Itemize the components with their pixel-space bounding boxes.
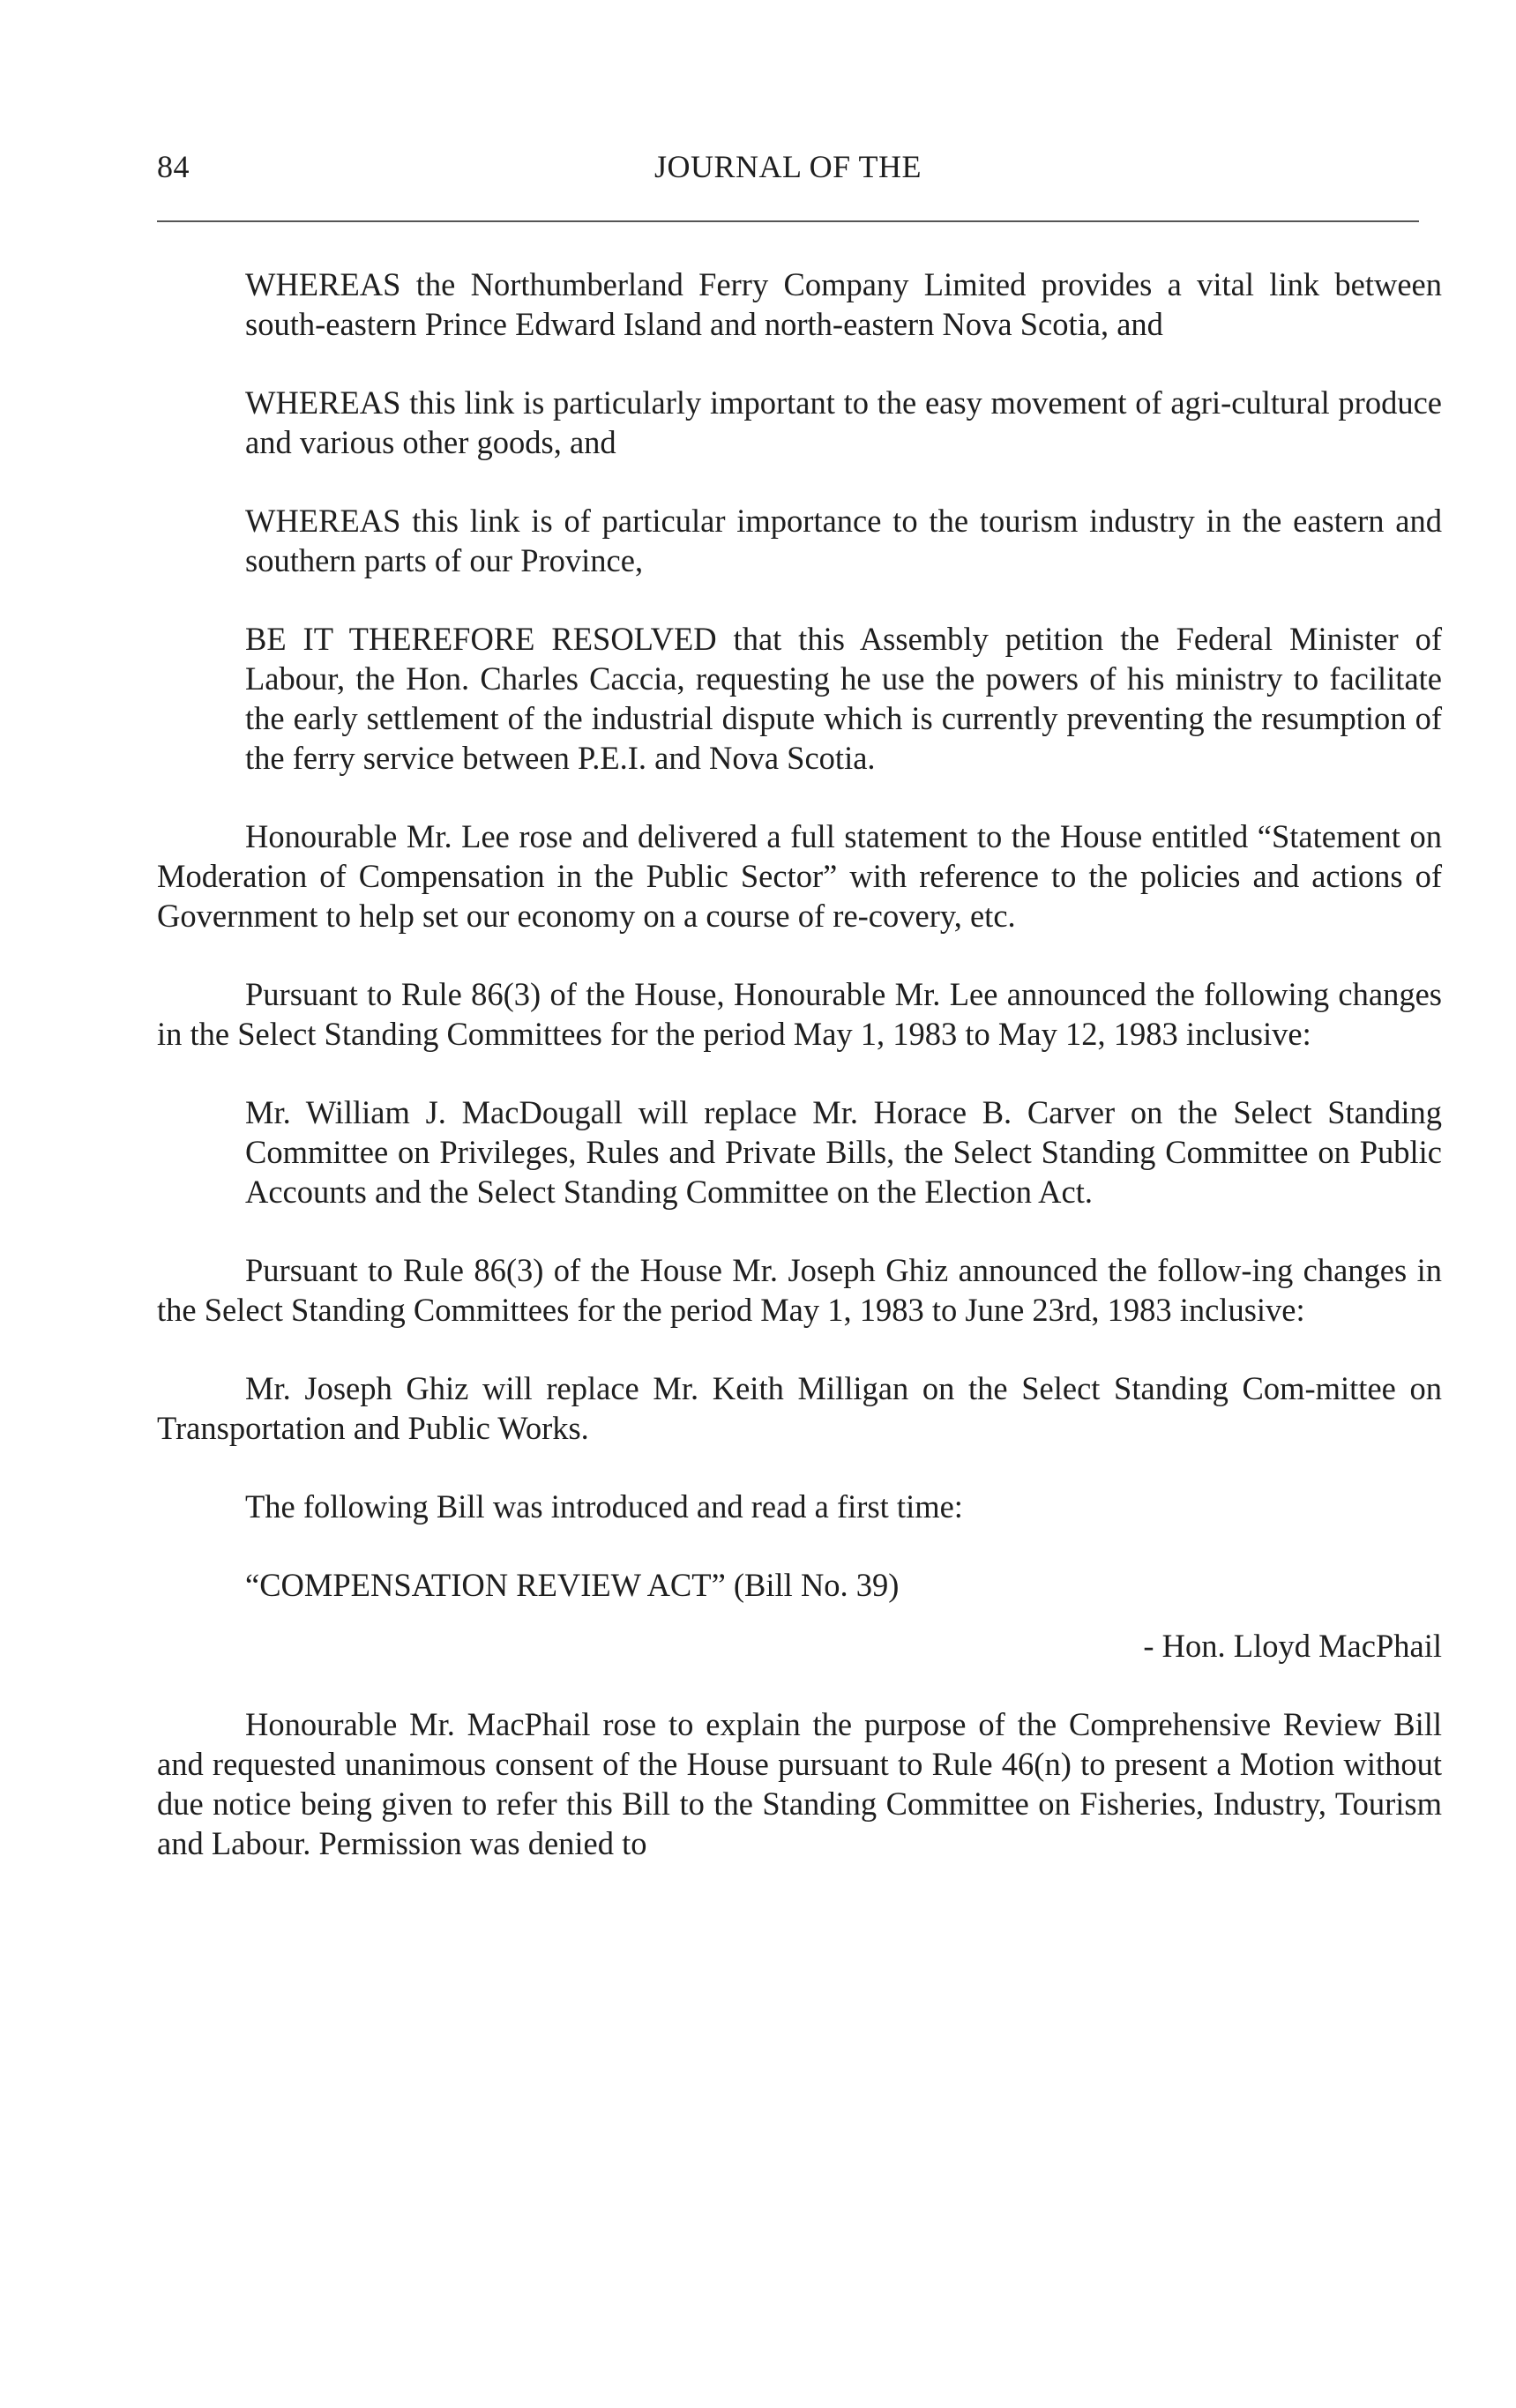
- page-header: [157, 148, 1419, 201]
- resolved-paragraph: BE IT THEREFORE RESOLVED that this Assembly petition the Federal Minister of Labour, the Hon. Charles Caccia, requesting he use the powers of his ministry to facilitate the early settlement of the industrial dispute which is currently preventing the resumption of the ferry service between P.E.I. and Nova Scotia.: [245, 621, 1442, 776]
- whereas-paragraph-3: WHEREAS this link is of particular importance to the tourism industry in the eastern and southern parts of our Province,: [245, 503, 1442, 578]
- lee-changes-paragraph: Pursuant to Rule 86(3) of the House, Honourable Mr. Lee announced the following changes in the Select Standing Committees for the period May 1, 1983 to May 12, 1983 inclusive:: [157, 976, 1442, 1052]
- journal-body: [157, 265, 1442, 1902]
- macphail-paragraph: Honourable Mr. MacPhail rose to explain the purpose of the Comprehensive Review Bill and requested unanimous consent of the House pursuant to Rule 46(n) to present a Motion without due notice being given to refer this Bill to the Standing Committee on Fisheries, Industry, Tourism and Labour. Permission was denied to: [157, 1706, 1442, 1861]
- lee-statement-paragraph: Honourable Mr. Lee rose and delivered a full statement to the House entitled “Statement on Moderation of Compensation in the Public Sector” with reference to the policies and actions of Government to help set our economy on a course of re-covery, etc.: [157, 818, 1442, 934]
- bill-intro-paragraph: The following Bill was introduced and read a first time:: [245, 1488, 963, 1525]
- macdougall-replacement-paragraph: Mr. William J. MacDougall will replace Mr. Horace B. Carver on the Select Standing Committee on Privileges, Rules and Private Bills, the Select Standing Committee on Public Accounts and the Select Standing Committee on the Election Act.: [245, 1094, 1442, 1210]
- bill-title: “COMPENSATION REVIEW ACT” (Bill No. 39): [245, 1567, 900, 1603]
- ghiz-changes-paragraph: Pursuant to Rule 86(3) of the House Mr. Joseph Ghiz announced the follow-ing changes in the Select Standing Committees for the period May 1, 1983 to June 23rd, 1983 inclusive:: [157, 1252, 1442, 1328]
- ghiz-replacement-paragraph: Mr. Joseph Ghiz will replace Mr. Keith Milligan on the Select Standing Com-mittee on Transportation and Public Works.: [157, 1370, 1442, 1446]
- header-rule: [157, 220, 1419, 222]
- bill-sponsor: - Hon. Lloyd MacPhail: [1143, 1628, 1442, 1664]
- whereas-paragraph-1: WHEREAS the Northumberland Ferry Company Limited provides a vital link between south-eastern Prince Edward Island and north-eastern Nova Scotia, and: [245, 266, 1442, 342]
- whereas-paragraph-2: WHEREAS this link is particularly important to the easy movement of agri-cultural produce and various other goods, and: [245, 384, 1442, 460]
- running-title: JOURNAL OF THE: [653, 149, 922, 184]
- page-number: 84: [157, 149, 190, 184]
